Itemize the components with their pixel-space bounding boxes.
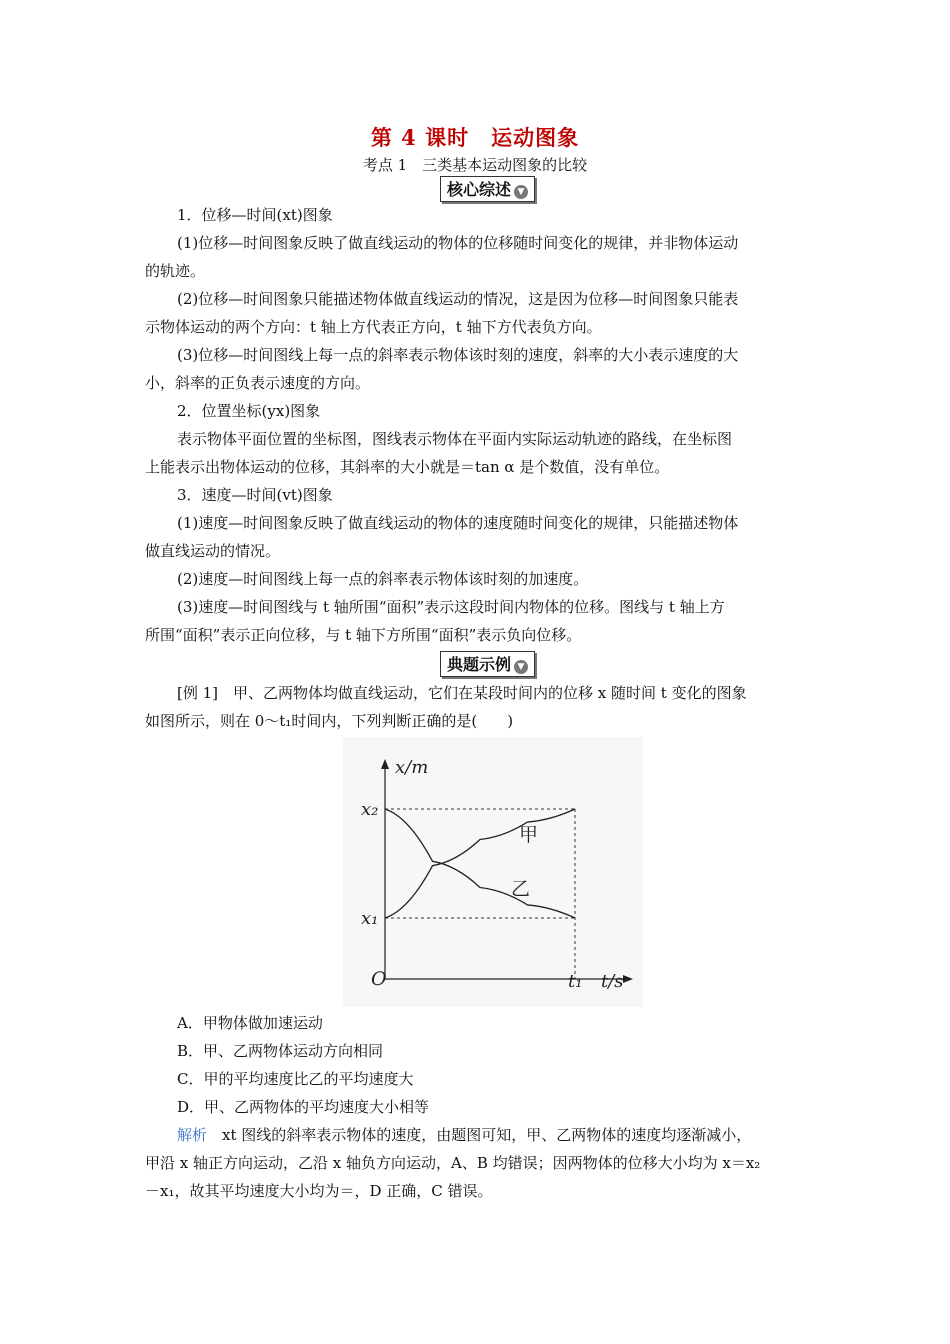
series-label-jia: 甲 xyxy=(519,824,539,846)
series-label-yi: 乙 xyxy=(511,878,531,900)
option-b: B．甲、乙两物体运动方向相同 xyxy=(177,1042,384,1060)
s2-heading: 2．位置坐标(yx)图象 xyxy=(177,402,321,420)
badge-example xyxy=(440,651,535,677)
badge-core-label: 核心综述 xyxy=(447,180,512,199)
option-a: A．甲物体做加速运动 xyxy=(177,1014,323,1032)
option-d: D．甲、乙两物体的平均速度大小相等 xyxy=(177,1098,430,1116)
analysis-label: 解析 xyxy=(177,1126,208,1144)
analysis-text-1: xt 图线的斜率表示物体的速度，由题图可知，甲、乙两物体的速度均逐渐减小， xyxy=(207,1126,752,1144)
analysis-l2: 甲沿 x 轴正方向运动，乙沿 x 轴负方向运动，A、B 均错误；因两物体的位移大小均为 x＝x₂ xyxy=(145,1154,761,1172)
x-axis-label: t/s xyxy=(601,971,624,992)
s3-p3-l1: (3)速度—时间图线与 t 轴所围“面积”表示这段时间内物体的位移。图线与 t 轴上方 xyxy=(177,598,725,616)
y-tick-x1: x₁ xyxy=(361,908,379,929)
badge-core-summary xyxy=(440,176,535,202)
question-l2: 如图所示，则在 0～t₁时间内，下列判断正确的是( ) xyxy=(145,712,514,730)
y-tick-x2: x₂ xyxy=(361,799,379,820)
s1-p1-l2: 的轨迹。 xyxy=(145,262,206,280)
series-line-yi xyxy=(385,809,575,918)
chart-svg xyxy=(343,737,643,1007)
s3-heading: 3．速度—时间(vt)图象 xyxy=(177,486,333,504)
x-axis-arrow xyxy=(623,975,633,983)
s2-p1-l1: 表示物体平面位置的坐标图，图线表示物体在平面内实际运动轨迹的路线，在坐标图 xyxy=(177,430,733,448)
s1-p3-l1: (3)位移—时间图线上每一点的斜率表示物体该时刻的速度，斜率的大小表示速度的大 xyxy=(177,346,739,364)
page-title: 第 4 课时 运动图象 xyxy=(370,125,580,150)
series-line-jia xyxy=(385,809,575,918)
x-tick-t1: t₁ xyxy=(568,971,583,992)
s1-p1-l1: (1)位移—时间图象反映了做直线运动的物体的位移随时间变化的规律，并非物体运动 xyxy=(177,234,739,252)
s2-p1-l2: 上能表示出物体运动的位移，其斜率的大小就是＝tan α 是个数值，没有单位。 xyxy=(145,458,670,476)
s3-p1-l2: 做直线运动的情况。 xyxy=(145,542,281,560)
analysis-l1 xyxy=(177,1125,751,1145)
s1-heading: 1．位移—时间(xt)图象 xyxy=(177,206,333,224)
chevron-down-icon: ▼ xyxy=(514,185,528,199)
s3-p1-l1: (1)速度—时间图象反映了做直线运动的物体的速度随时间变化的规律，只能描述物体 xyxy=(177,514,739,532)
y-axis-label: x/m xyxy=(395,757,429,778)
s3-p3-l2: 所围“面积”表示正向位移，与 t 轴下方所围“面积”表示负向位移。 xyxy=(145,626,582,644)
xt-chart xyxy=(343,737,643,1007)
s1-p2-l1: (2)位移—时间图象只能描述物体做直线运动的情况，这是因为位移—时间图象只能表 xyxy=(177,290,739,308)
origin-label: O xyxy=(371,968,387,990)
s1-p3-l2: 小，斜率的正负表示速度的方向。 xyxy=(145,374,371,392)
question-l1: [例 1] 甲、乙两物体均做直线运动，它们在某段时间内的位移 x 随时间 t 变化的图象 xyxy=(177,684,747,702)
badge-example-label: 典题示例 xyxy=(447,655,512,674)
option-c: C．甲的平均速度比乙的平均速度大 xyxy=(177,1070,414,1088)
section-subtitle: 考点 1 三类基本运动图象的比较 xyxy=(362,156,588,174)
y-axis-arrow xyxy=(381,759,389,769)
s3-p2-l1: (2)速度—时间图线上每一点的斜率表示物体该时刻的加速度。 xyxy=(177,570,589,588)
analysis-l3: －x₁，故其平均速度大小均为＝，D 正确，C 错误。 xyxy=(145,1182,493,1200)
chevron-down-icon: ▼ xyxy=(514,660,528,674)
s1-p2-l2: 示物体运动的两个方向：t 轴上方代表正方向，t 轴下方代表负方向。 xyxy=(145,318,602,336)
